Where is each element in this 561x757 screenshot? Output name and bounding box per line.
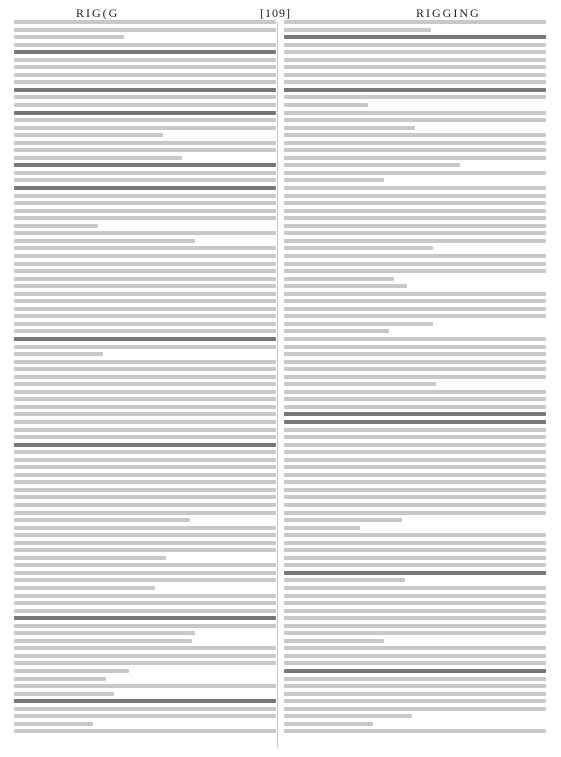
text-line [14,563,276,567]
text-line [14,661,276,665]
text-line [284,209,546,213]
text-line [284,148,546,152]
text-line [14,382,276,386]
text-line [284,171,546,175]
text-line [284,488,546,492]
text-line [14,292,276,296]
text-line [14,699,276,703]
text-line [284,578,405,582]
text-line [14,465,276,469]
text-line [284,450,546,454]
text-line [284,511,546,515]
text-line [14,609,276,613]
text-line [14,65,276,69]
text-line [14,631,195,635]
text-line [284,186,546,190]
text-line [14,269,276,273]
text-line [14,88,276,92]
text-line [14,367,276,371]
text-line [284,677,546,681]
text-line [14,458,276,462]
text-line [284,367,546,371]
text-line [14,639,192,643]
text-line [284,80,546,84]
text-line [284,133,546,137]
text-line [284,473,546,477]
text-line [14,246,276,250]
text-line [284,224,546,228]
text-line [14,548,276,552]
text-line [14,156,182,160]
text-line [14,216,276,220]
text-line [14,677,106,681]
text-line [14,586,155,590]
text-line [284,201,546,205]
text-line [14,126,276,130]
text-line [284,141,546,145]
text-line [14,239,195,243]
text-line [284,246,433,250]
text-line [284,503,546,507]
text-line [14,714,276,718]
text-line [14,254,276,258]
text-line [284,322,433,326]
text-line [284,156,546,160]
text-line [14,390,276,394]
text-line [14,594,276,598]
text-line [14,488,276,492]
text-line [284,194,546,198]
text-line [284,563,546,567]
text-line [284,360,546,364]
text-line [14,646,276,650]
text-line [284,480,546,484]
text-line [284,88,546,92]
text-line [284,465,546,469]
text-line [284,548,546,552]
text-line [14,73,276,77]
text-line [14,375,276,379]
text-line [14,601,276,605]
text-line [14,412,276,416]
text-line [284,337,546,341]
text-line [14,50,276,54]
text-line [284,163,460,167]
text-line [14,35,124,39]
text-line [14,473,276,477]
text-line [284,495,546,499]
text-line [284,352,546,356]
text-line [284,262,546,266]
text-line [284,624,546,628]
text-line [284,646,546,650]
text-line [14,201,276,205]
text-line [284,231,546,235]
text-line [284,669,546,673]
text-line [14,480,276,484]
running-header [10,6,548,20]
text-line [284,284,407,288]
text-line [14,337,276,341]
text-line [14,58,276,62]
right-column [284,20,546,750]
text-line [284,571,546,575]
text-line [14,495,276,499]
text-line [14,692,114,696]
text-line [284,254,546,258]
text-line [14,163,276,167]
text-line [14,503,276,507]
text-line [14,526,276,530]
text-line [284,292,546,296]
text-line [14,284,276,288]
text-line [284,526,360,530]
text-line [14,518,190,522]
text-line [14,578,276,582]
text-line [14,571,276,575]
text-line [14,186,276,190]
text-line [14,307,276,311]
text-line [284,95,546,99]
text-line [14,118,276,122]
header-right-word: RIGGING [416,6,481,20]
text-line [14,262,276,266]
text-line [284,443,546,447]
text-line [14,111,276,115]
text-line [14,352,103,356]
text-line [284,239,546,243]
text-line [284,345,546,349]
text-line [284,50,546,54]
text-line [284,412,546,416]
text-line [284,58,546,62]
text-line [14,443,276,447]
text-line [14,360,276,364]
text-line [284,458,546,462]
text-line [284,699,546,703]
text-line [284,714,412,718]
text-line [284,35,546,39]
text-line [14,435,276,439]
text-line [14,450,276,454]
left-column [14,20,276,750]
text-line [284,397,546,401]
text-line [14,722,93,726]
text-line [284,609,546,613]
text-line [14,684,276,688]
text-line [14,231,276,235]
text-line [284,707,546,711]
text-line [284,314,546,318]
text-line [284,428,546,432]
text-line [284,277,394,281]
text-line [284,307,546,311]
text-line [14,133,163,137]
text-line [284,329,389,333]
text-line [14,511,276,515]
text-line [14,224,98,228]
text-line [284,43,546,47]
text-line [284,518,402,522]
text-line [14,20,276,24]
text-line [284,216,546,220]
text-line [14,171,276,175]
text-line [14,624,276,628]
text-line [284,541,546,545]
text-line [284,556,546,560]
text-line [14,616,276,620]
text-line [284,390,546,394]
text-line [284,28,431,32]
text-line [284,631,546,635]
text-line [284,269,546,273]
text-line [14,420,276,424]
text-line [284,299,546,303]
text-line [14,209,276,213]
text-line [14,707,276,711]
text-line [14,314,276,318]
text-line [14,194,276,198]
text-line [14,329,276,333]
text-line [284,420,546,424]
text-line [14,178,276,182]
text-line [284,20,546,24]
text-line [14,80,276,84]
text-line [14,654,276,658]
text-line [284,601,546,605]
text-line [14,541,276,545]
text-line [284,65,546,69]
text-line [14,556,166,560]
column-divider [277,22,278,748]
text-line [14,322,276,326]
text-line [284,586,546,590]
text-line [14,43,276,47]
page-number: [109] [260,6,291,20]
text-line [284,103,368,107]
text-line [284,118,546,122]
text-line [14,345,276,349]
text-line [14,28,276,32]
text-line [284,692,546,696]
text-line [284,178,384,182]
text-line [14,299,276,303]
text-line [284,729,546,733]
text-line [14,397,276,401]
text-line [284,382,436,386]
text-line [284,111,546,115]
text-line [14,729,276,733]
text-line [284,661,546,665]
text-line [284,722,373,726]
text-line [14,103,276,107]
text-line [14,148,276,152]
text-line [284,616,546,620]
text-line [284,375,546,379]
text-line [284,533,546,537]
text-line [284,639,384,643]
text-line [14,533,276,537]
text-line [14,428,276,432]
text-line [14,405,276,409]
text-line [284,654,546,658]
header-left-word: RIG(G [76,6,120,20]
text-line [14,669,129,673]
text-line [284,73,546,77]
text-line [284,594,546,598]
text-line [14,277,276,281]
text-line [284,405,546,409]
text-line [284,684,546,688]
text-line [284,435,546,439]
text-line [14,95,276,99]
text-line [284,126,415,130]
text-line [14,141,276,145]
